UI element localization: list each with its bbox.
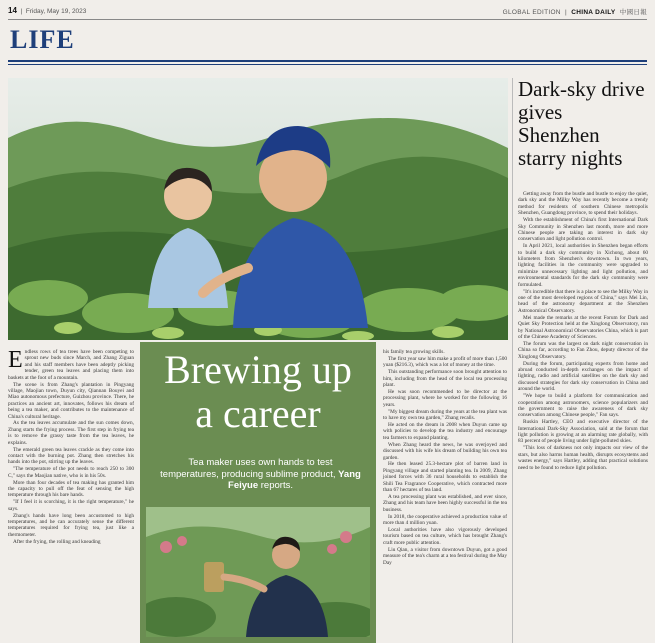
paragraph: Liu Qian, a visitor from downtown Duyun, got a good measure of the tea's charm at a tea festival during the May Day [383, 546, 507, 566]
paragraph: "This loss of darkness not only impacts our view of the stars, but also harms human health, disrupts ecosystems and wastes energy," says Hartley, adding that practical solutions need to be found to reduce light pollution. [518, 445, 648, 471]
tea-maker-photo [146, 507, 370, 637]
issue-date: Friday, May 19, 2023 [25, 8, 87, 15]
paragraph: "My biggest dream during the years at the tea plant was to have my own tea garden," Zhang recalls. [383, 408, 507, 422]
side-story-body [518, 191, 648, 471]
byline-suffix: reports. [258, 480, 293, 491]
paper-name: CHINA DAILY [571, 9, 616, 16]
dek-text: Tea maker uses own hands to test temperatures, producing sublime product, [160, 457, 336, 480]
paragraph: ndless rows of tea trees have been competing to sprout new buds since March, and Zhang Ziguan and his staff members have been adeptly picking tender, green tea leaves and placing them into baskets at the foot of a mountain. [8, 349, 134, 381]
headline-line-1: Brewing up [164, 347, 352, 392]
paragraph: Getting away from the bustle and bustle to enjoy the quiet, dark sky and the Milky Way has recently become a trendy method for residents of southern Chinese metropolis Shenzhen, Guangdong province, to spend their holidays. [518, 191, 648, 217]
paragraph: "We hope to build a platform for communication and cooperation among astronomers, science popularizers and the government to raise the awareness of dark sky conservation among Chinese people," Fan says. [518, 393, 648, 419]
paper-name-chinese: 中國日報 [619, 9, 647, 16]
paragraph: The forum was the largest on dark night conservation in China so far, according to Fan Zhou, deputy director of the Xinglong Observatory. [518, 340, 648, 360]
main-photo [8, 78, 508, 340]
masthead-bar: 14 | Friday, May 19, 2023 GLOBAL EDITION | CHINA DAILY 中國日報 [8, 6, 647, 16]
paragraph: "The temperature of the pot needs to reach 250 to 300 C," says the Maojian native, who is in his 50s. [8, 466, 134, 479]
paragraph: Ruskin Hartley, CEO and executive director of the International Dark-Sky Association, said at the forum that light pollution is growing at an alarming rate globally, with 83 percent of people living under light-polluted skies. [518, 419, 648, 445]
paragraph: In April 2021, local authorities in Shenzhen began efforts to build a dark sky community in Xichong, about 60 kilometers from Shenzhen's downtown. In two years, lighting facilities in the community were upgraded to minimize unnecessary lighting and light pollution, and environmental standards for the dark sky community were formulated. [518, 243, 648, 288]
paragraph: The emerald green tea leaves crackle as they come into contact with the burning pot. Zhang then stretches his hands into the pot, stirring up the leaves. [8, 446, 134, 466]
paragraph: During the forum, participating experts from home and abroad conducted in-depth exchanges on the impact of lighting, radio and artificial satellites on the dark sky and discussed strategies for dark sky conservation in China and around the world. [518, 360, 648, 393]
section-rule-thin [8, 64, 647, 65]
paragraph: Mei made the remarks at the recent Forum for Dark and Quiet Sky Protection held at the Xinglong Observatory, run by National Astronomical Observatories China, which is part of the Chinese Academy of Sciences. [518, 314, 648, 340]
paragraph: This outstanding performance soon brought attention to him, including from the head of the local tea processing plant. [383, 369, 507, 389]
paragraph: "If I feel it is scorching, it is the right temperature," he says. [8, 499, 134, 512]
paragraph: He acted on the dream in 2008 when Duyun came up with policies to develop the tea industry and encourage tea farmers to expand planting. [383, 421, 507, 441]
drop-cap: E [8, 347, 23, 373]
secondary-photo [146, 507, 370, 637]
headline [140, 348, 376, 436]
paragraph: He was soon recommended to be director at the processing plant, where he worked for the following 16 years. [383, 388, 507, 408]
paragraph: He then leased 25.3-hectare plot of barren land in Pingyang village and started planting tea. In 2009, Zhang joined forces with 36 rural households to establish the Shili Tea Fragrance Cooperative, which contracted more than 67 hectares of tea land. [383, 461, 507, 494]
paragraph: The scene is from Zhang's plantation in Pingyang village, Maojian town, Duyun city, Qiannan Bouyei and Miao autonomous prefecture, Guizhou province. There, he practices an ancient art, innovates, follows his dream of being a tea maker, and contributes to the maintenance of China's cultural heritage. [8, 381, 134, 420]
paragraph: With the establishment of China's first International Dark Sky Community in Shenzhen last month, more and more Chinese people are taking an interest in dark sky conservation and light pollution control. [518, 217, 648, 243]
paragraph: As the tea leaves accumulate and the sun comes down, Zhang starts the frying process. The first step in frying tea is to remove the grassy taste from the tea leaves, he explains. [8, 420, 134, 446]
article-column-1 [8, 349, 134, 546]
headline-block [140, 342, 376, 643]
byline: Yang Feiyue [228, 468, 361, 491]
side-story-headline: Dark-sky drive gives Shenzhen starry nights [518, 77, 645, 170]
paragraph: A tea processing plant was established, and ever since, Zhang and his team have been highly successful in the tea business. [383, 493, 507, 513]
column-divider [512, 78, 513, 643]
section-title: LIFE [10, 25, 75, 54]
paragraph: his family tea growing skills. [383, 349, 445, 355]
tea-plantation-photo [8, 78, 508, 340]
paragraph: In 2018, the cooperative achieved a production value of more than 4 million yuan. [383, 513, 507, 527]
page-number: 14 [8, 6, 17, 15]
article-column-2 [383, 349, 507, 566]
paragraph: More than four decades of tea making has granted him the capacity to pull off the feat of sensing the high temperature through his bare hands. [8, 479, 134, 499]
paragraph: When Zhang heard the news, he was overjoyed and discussed with his wife his dream of building his own tea garden. [383, 441, 507, 461]
masthead-rule [8, 19, 647, 20]
paragraph: Zhang's hands have long been accustomed to high temperatures, and he can accurately sense the different temperatures required for frying tea, just like a thermometer. [8, 512, 134, 538]
paragraph: The first year saw him make a profit of more than 1,500 yuan ($216.3), which was a lot of money at the time. [383, 355, 507, 369]
standfirst [158, 457, 363, 492]
paragraph: "It's incredible that there is a place to see the Milky Way in one of the most developed regions of China," says Mei Lin, head of the astronomy department at the Shenzhen Astronomical Observatory. [518, 288, 648, 314]
paragraph: After the frying, the rolling and kneading [13, 538, 101, 545]
section-rule [8, 60, 647, 62]
edition-label: GLOBAL EDITION [502, 9, 561, 16]
paragraph: Local authorities have also vigorously developed tourism based on tea culture, which has brought Zhang's craft more public attention. [383, 526, 507, 546]
headline-line-2: a career [195, 391, 321, 436]
